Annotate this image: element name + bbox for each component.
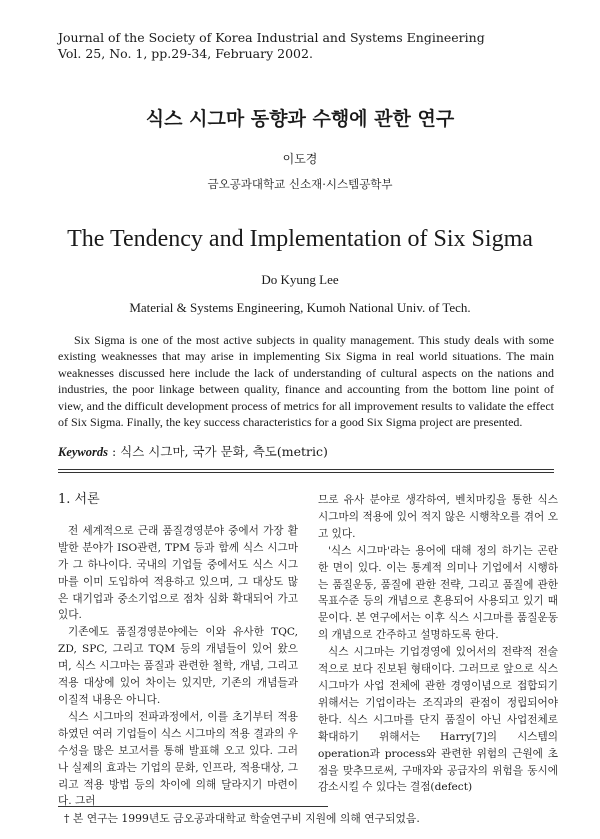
right-column (318, 492, 558, 796)
footnote-divider (58, 806, 328, 807)
korean-title: 식스 시그마 동향과 수행에 관한 연구 (145, 108, 455, 130)
english-author: Do Kyung Lee (261, 272, 339, 287)
english-affiliation: Material & Systems Engineering, Kumoh National Univ. of Tech. (129, 300, 471, 315)
paragraph: 므로 유사 분야로 생각하여, 벤치마킹을 통한 식스 시그마의 적용에 있어 적지 않은 시행착오를 겪어 오고 있다. (318, 494, 558, 540)
paragraph: 전 세계적으로 근래 품질경영분야 중에서 가장 활발한 분야가 ISO관련, TPM 등과 함께 식스 시그마가 그 하나이다. 국내의 기업들 중에서도 식스 시그마를 이미 도입하여 적용하고 있으며, 그 대상도 많은 대기업과 중소기업으로 점차 심화 확대되어 가고 있다. (58, 524, 298, 622)
journal-header (58, 30, 485, 62)
keywords-separator: : (108, 444, 121, 459)
paragraph: 식스 시그마는 기업경영에 있어서의 전략적 전술적으로 보다 진보된 형태이다. 그러므로 앞으로 식스 시그마가 사업 전체에 관한 경영이념으로 접합되기 위해서는 기업이라는 조직과의 관점이 정립되어야 한다. 식스 시그마를 단지 품질이 아닌 사업전체로 확대하기 위해서는 Harry[7]의 시스템의 operation과 process와 관련한 위험의 근원에 초점을 맞추므로써, 구매자와 공급자의 위험을 동시에 감소시킬 수 있다는 결점(defect) (318, 646, 558, 794)
divider-top (58, 469, 554, 470)
korean-affiliation: 금오공과대학교 신소재·시스템공학부 (207, 177, 393, 191)
section-heading: 1. 서론 (58, 492, 100, 507)
journal-volume: Vol. 25, No. 1, pp.29-34, February 2002. (58, 46, 313, 61)
korean-author: 이도경 (282, 152, 318, 166)
keywords-text: 식스 시그마, 국가 문화, 측도(metric) (120, 444, 328, 459)
journal-name: Journal of the Society of Korea Industrial and Systems Engineering (58, 30, 485, 45)
abstract: Six Sigma is one of the most active subjects in quality management. This study deals with some existing weaknesses that may arise in implementing Six Sigma in real world situations. The main weaknesses discussed here include the lack of understanding of cultural aspects on the nations and industries, the poor linkage between quality, finance and accounting from the bottom line point of view, and the difficult development process of metrics for all improvement results to validate the effect of Six Sigma. Finally, the key success characteristics for a good Six Sigma project are presented. (58, 333, 554, 430)
footnote: † 본 연구는 1999년도 금오공과대학교 학술연구비 지원에 의해 연구되었음. (64, 812, 420, 825)
keywords (58, 442, 328, 460)
divider-bottom (58, 472, 554, 473)
paragraph: 식스 시그마의 전파과정에서, 이를 초기부터 적용하였던 여러 기업들이 식스 시그마의 적용 결과의 우수성을 많은 보고서를 통해 발표해 오고 있다. 그러나 실제의 효과는 기업의 문화, 인프라, 적용대상, 그리고 적용 방법 등의 차이에 의해 달라지기 마련이다. 그러 (58, 710, 298, 808)
english-title: The Tendency and Implementation of Six Sigma (67, 226, 533, 252)
paragraph: '식스 시그마'라는 용어에 대해 정의 하기는 곤란한 면이 있다. 이는 통계적 의미나 기업에서 시행하는 품질운동, 품질에 관한 전략, 그리고 품질에 관한 목표수준 등의 개념으로 혼용되어 사용되고 있기 때문이다. 본 연구에서는 이후 식스 시그마를 품질운동의 개념으로 간주하고 설명하도록 한다. (318, 544, 558, 642)
paragraph: 기존에도 품질경영분야에는 이와 유사한 TQC, ZD, SPC, 그리고 TQM 등의 개념들이 있어 왔으며, 식스 시그마는 품질과 관련한 철학, 개념, 그리고 적용 대상에 있어 차이는 있지만, 기존의 개념들과 이질적 내용은 아니다. (58, 626, 298, 706)
keywords-label: Keywords (58, 445, 108, 459)
left-column (58, 492, 298, 810)
